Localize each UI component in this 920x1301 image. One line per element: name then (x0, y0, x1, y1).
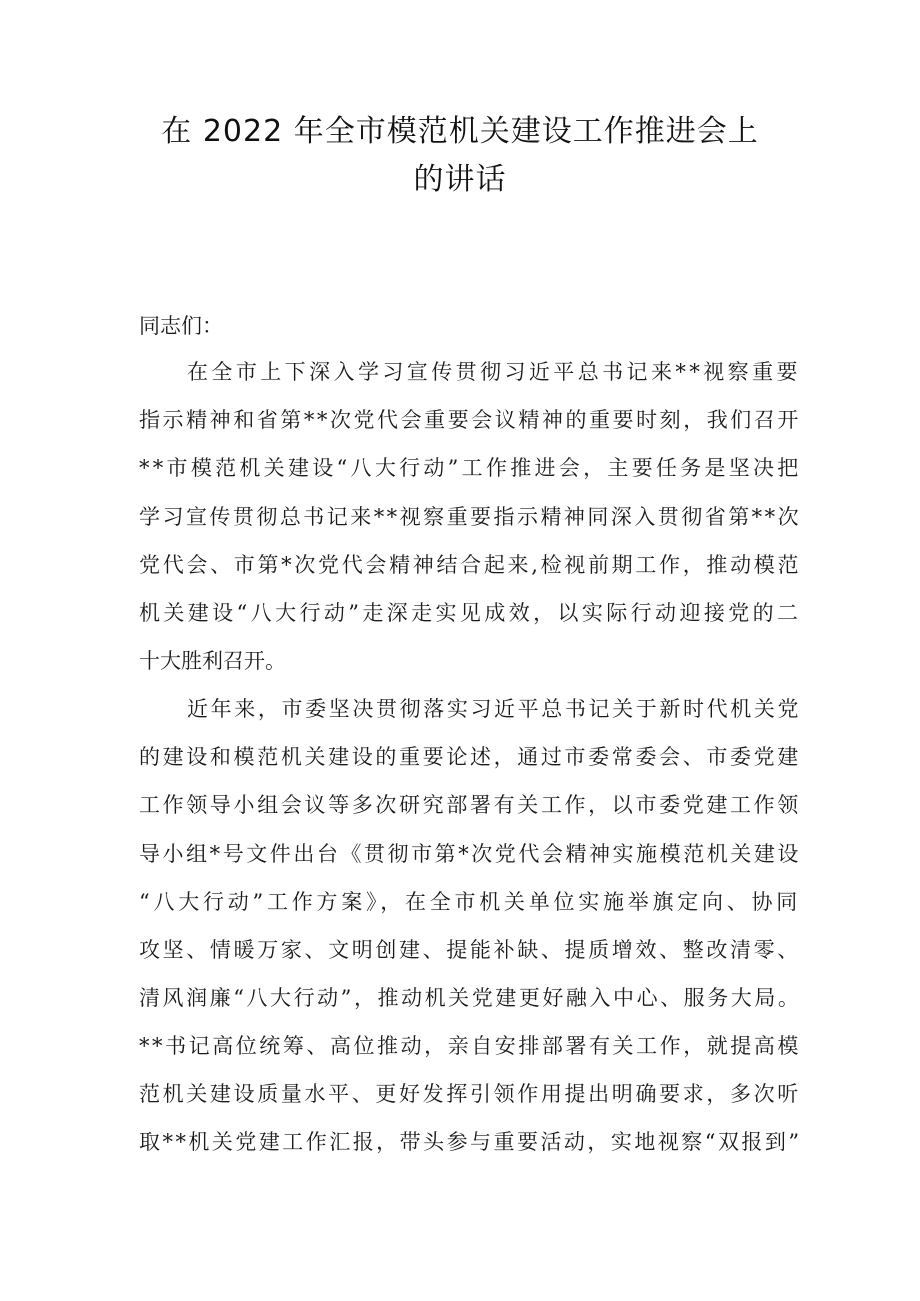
paragraph-2-line-6: 攻坚、情暖万家、文明创建、提能补缺、提质增效、整改清零、 (139, 938, 801, 962)
paragraph-2-line-9: 范机关建设质量水平、更好发挥引领作用提出明确要求，多次听 (139, 1082, 801, 1106)
paragraph-2-line-2: 的建设和模范机关建设的重要论述，通过市委常委会、市委党建 (139, 745, 801, 769)
paragraph-1-line-4: 学习宣传贯彻总书记来**视察重要指示精神同深入贯彻省第**次 (139, 505, 802, 529)
paragraph-2-line-7: 清风润廉“八大行动”，推动机关党建更好融入中心、服务大局。 (139, 986, 802, 1010)
paragraph-1-line-7: 十大胜利召开。 (139, 649, 286, 673)
paragraph-2-line-5: “八大行动”工作方案》，在全市机关单位实施举旗定向、协同 (139, 890, 801, 914)
paragraph-1-line-5: 党代会、市第*次党代会精神结合起来,检视前期工作，推动模范 (139, 553, 802, 577)
paragraph-1-line-1: 在全市上下深入学习宣传贯彻习近平总书记来**视察重要 (187, 360, 801, 384)
paragraph-2-line-4: 导小组*号文件出台《贯彻市第*次党代会精神实施模范机关建设 (139, 842, 801, 866)
paragraph-1-line-2: 指示精神和省第**次党代会重要会议精神的重要时刻，我们召开 (139, 408, 801, 432)
paragraph-1-line-6: 机关建设“八大行动”走深走实见成效，以实际行动迎接党的二 (139, 601, 802, 625)
paragraph-1-line-3: **市模范机关建设“八大行动”工作推进会，主要任务是坚决把 (139, 456, 802, 480)
paragraph-2-line-8: **书记高位统筹、高位推动，亲自安排部署有关工作，就提高模 (139, 1034, 801, 1058)
salutation: 同志们： (139, 314, 223, 338)
document-body (139, 0, 802, 1301)
paragraph-2-line-3: 工作领导小组会议等多次研究部署有关工作，以市委党建工作领 (139, 793, 801, 817)
paragraph-2-line-10: 取**机关党建工作汇报，带头参与重要活动，实地视察“双报到” (139, 1130, 802, 1154)
paragraph-2-line-1: 近年来，市委坚决贯彻落实习近平总书记关于新时代机关党 (187, 697, 802, 721)
document-title-line-1: 在 2022 年全市模范机关建设工作推进会上 (161, 114, 759, 149)
document-title-line-2: 的讲话 (413, 162, 507, 197)
